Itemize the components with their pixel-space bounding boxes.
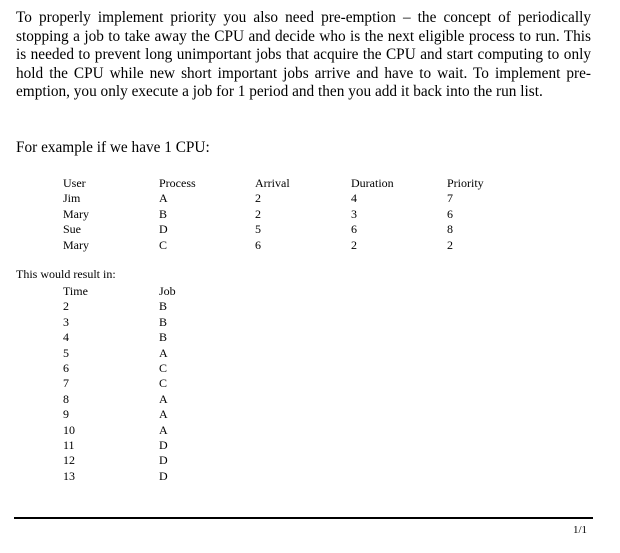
result-cell-job: B: [159, 330, 168, 345]
result-cell-time: 8: [63, 391, 69, 406]
header-user: User: [63, 176, 86, 190]
result-cell-job: C: [159, 376, 168, 391]
header-job: Job: [159, 284, 176, 298]
table-cell-process: A: [159, 191, 168, 206]
result-cell-time: 11: [63, 437, 75, 452]
table-cell-user: Mary: [63, 237, 89, 252]
header-duration: Duration: [351, 176, 394, 190]
result-cell-job: D: [159, 453, 168, 468]
result-column-job: [159, 284, 176, 484]
result-cell-time: 9: [63, 407, 69, 422]
header-process: Process: [159, 176, 196, 190]
result-cell-time: 2: [63, 299, 69, 314]
result-cell-job: C: [159, 360, 168, 375]
table-cell-arrival: 5: [255, 222, 261, 237]
result-cell-job: A: [159, 407, 168, 422]
table-cell-priority: 8: [447, 222, 453, 237]
result-cell-job: D: [159, 468, 168, 483]
table-cell-duration: 3: [351, 206, 357, 221]
table-cell-arrival: 2: [255, 206, 261, 221]
result-cell-job: A: [159, 345, 168, 360]
result-cell-time: 13: [63, 468, 75, 483]
result-cell-time: 7: [63, 376, 69, 391]
result-cell-job: A: [159, 391, 168, 406]
jobs-column-user: [63, 176, 89, 253]
result-cell-job: B: [159, 314, 168, 329]
table-cell-duration: 6: [351, 222, 357, 237]
table-cell-process: C: [159, 237, 168, 252]
table-cell-user: Mary: [63, 206, 89, 221]
table-cell-process: D: [159, 222, 168, 237]
result-cell-time: 4: [63, 330, 69, 345]
header-time: Time: [63, 284, 88, 298]
result-column-time: [63, 284, 88, 484]
table-cell-user: Jim: [63, 191, 81, 206]
table-cell-arrival: 6: [255, 237, 261, 252]
table-cell-priority: 2: [447, 237, 453, 252]
table-cell-duration: 2: [351, 237, 357, 252]
table-cell-priority: 7: [447, 191, 453, 206]
page-number: 1/1: [573, 524, 588, 536]
result-cell-time: 3: [63, 314, 69, 329]
result-intro: This would result in:: [16, 267, 116, 281]
result-cell-time: 6: [63, 360, 69, 375]
example-heading: For example if we have 1 CPU:: [16, 139, 210, 156]
result-cell-time: 5: [63, 345, 69, 360]
table-cell-process: B: [159, 206, 168, 221]
intro-paragraph: To properly implement priority you also need pre-emption – the concept of periodically stopping a job to take away the CPU and decide who is the next eligible process to run. This is needed to prevent long unimportant jobs that acquire the CPU and start computing to only hold the CPU while new short important jobs arrive and have to wait. To implement pre-emption, you only execute a job for 1 period and then you add it back into the run list.: [16, 9, 591, 101]
jobs-column-duration: [351, 176, 394, 253]
result-cell-time: 12: [63, 453, 75, 468]
jobs-column-process: [159, 176, 196, 253]
table-cell-arrival: 2: [255, 191, 261, 206]
result-cell-time: 10: [63, 422, 75, 437]
header-priority: Priority: [447, 176, 484, 190]
table-cell-duration: 4: [351, 191, 357, 206]
result-cell-job: D: [159, 437, 168, 452]
table-cell-priority: 6: [447, 206, 453, 221]
result-cell-job: A: [159, 422, 168, 437]
jobs-column-arrival: [255, 176, 290, 253]
footer-divider: [14, 517, 593, 519]
result-cell-job: B: [159, 299, 168, 314]
header-arrival: Arrival: [255, 176, 290, 190]
jobs-column-priority: [447, 176, 484, 253]
table-cell-user: Sue: [63, 222, 81, 237]
